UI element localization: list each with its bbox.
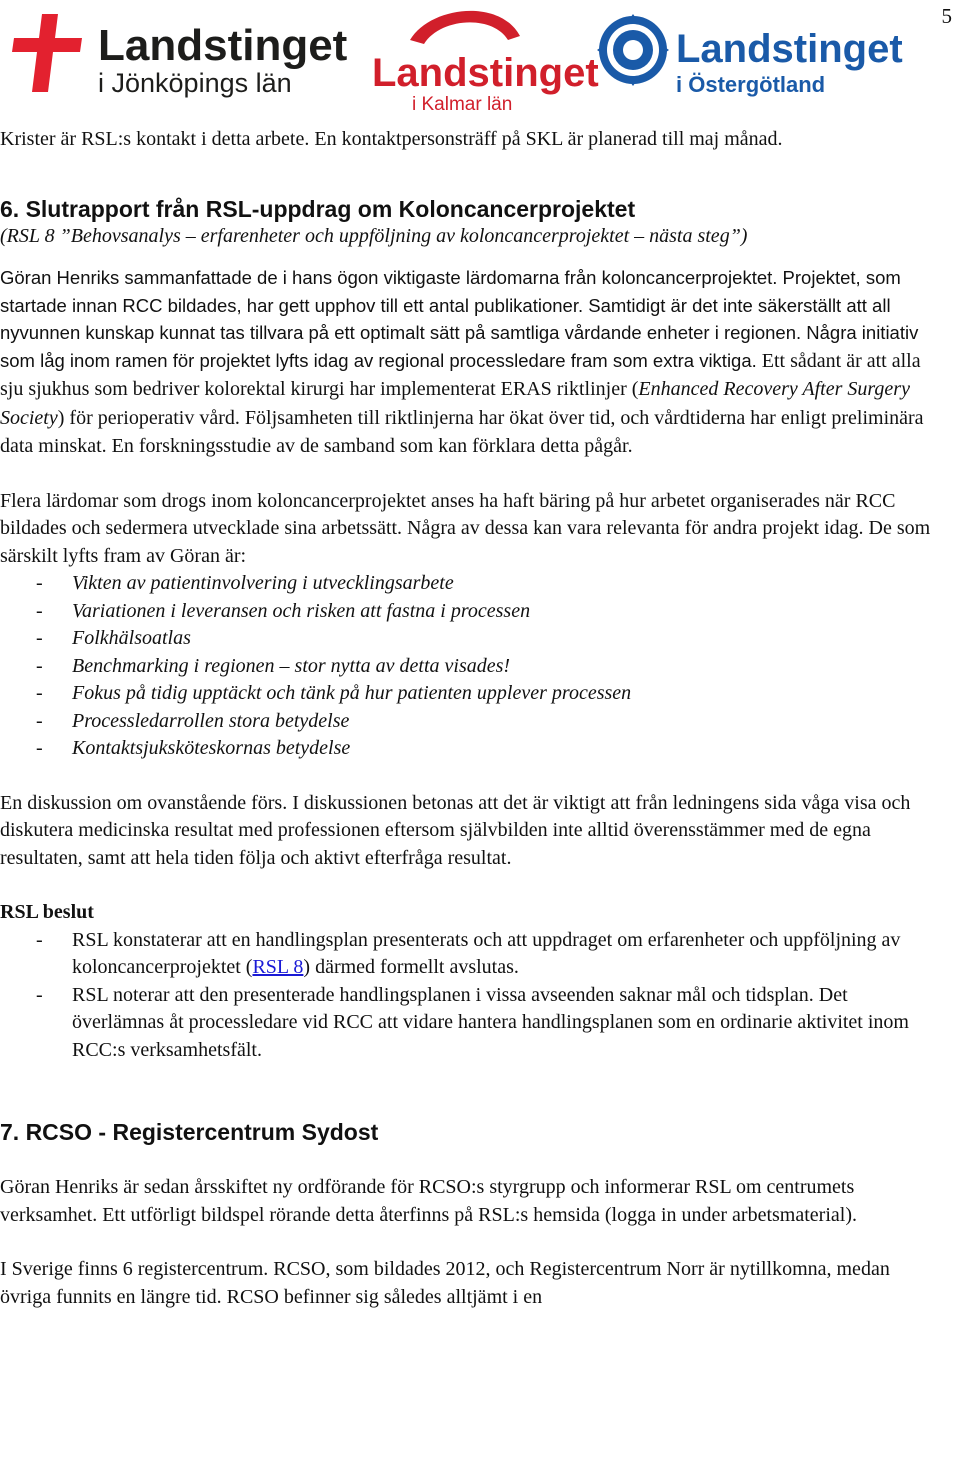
list-item: - Vikten av patientinvolvering i utvecklingsarbete: [36, 572, 454, 594]
section-6-heading: 6. Slutrapport från RSL-uppdrag om Koloncancerprojektet: [0, 195, 636, 222]
eras-full-name: Enhanced Recovery After Surgery Society: [0, 378, 910, 429]
section-6-paragraph-3: En diskussion om ovanstående förs. I diskussionen betonas att det är viktigt att från ledningens sida våga visa och diskutera medicinska resultat med professionen eftersom självbilden inte alltid överensstämmer med de egna resultaten, samt att hela tiden följa och aktivt efterfråga resultat.: [0, 791, 911, 869]
intro-paragraph: Krister är RSL:s kontakt i detta arbete. En kontaktpersonsträff på SKL är planerad till maj månad.: [0, 128, 783, 150]
logo-1-sub: i Jönköpings län: [98, 68, 292, 98]
p1-serif-text-end: ) för perioperativ vård. Följsamheten till riktlinjerna har ökat över tid, och vårdtiderna har enligt preliminära data minskat. En forskningsstudie av de samband som kan förklara detta pågår.: [0, 406, 924, 457]
section-7-paragraph-1: Göran Henriks är sedan årsskiftet ny ordförande för RCSO:s styrgrupp och informerar RSL om centrumets verksamhet. Ett utförligt bildspel rörande detta återfinns på RSL:s hemsida (logga in under arbetsmaterial).: [0, 1176, 857, 1226]
list-item: - Processledarrollen stora betydelse: [36, 709, 350, 732]
arch-icon: [410, 11, 520, 44]
list-item: - RSL noterar att den presenterade handlingsplanen i vissa avseenden saknar mål och tidsplan. Det överlämnas åt processledare vid RCC att vidare hantera handlingsplanen som en ordinarie aktivitet inom RCC:s verksamhetsfält.: [36, 983, 909, 1061]
section-7-paragraph-2: I Sverige finns 6 registercentrum. RCSO, som bildades 2012, och Registercentrum Norr är nytillkomna, medan övriga funnits en längre tid. RCSO befinner sig således alltjämt i en: [0, 1258, 890, 1308]
logo-3-name: Landstinget: [676, 27, 903, 71]
p1-serif-text: Ett sådant är att alla sju sjukhus som bedriver kolorektal kirurgi har implementerat ERAS riktlinjer (: [0, 349, 921, 400]
rsl8-link[interactable]: RSL 8: [252, 956, 304, 978]
list-item: - RSL konstaterar att en handlingsplan presenterats och att uppdraget om erfarenheter och uppföljning av koloncancerprojektet (RSL 8) därmed formellt avslutas.: [36, 928, 901, 978]
logo-2-name: Landstinget: [372, 51, 599, 95]
ostergotland-logo: [597, 14, 903, 97]
list-item: - Fokus på tidig upptäckt och tänk på hur patienten upplever processen: [36, 682, 632, 704]
list-item: - Kontaktsjuksköteskornas betydelse: [36, 737, 351, 759]
lessons-list: [0, 570, 944, 763]
logo-3-sub: i Östergötland: [676, 72, 826, 97]
decision-list: [0, 927, 944, 1065]
document-body: [0, 126, 944, 1311]
section-6-paragraph-1: [0, 264, 944, 461]
red-cross-icon: [12, 14, 82, 92]
list-item: - Benchmarking i regionen – stor nytta av detta visades!: [36, 654, 511, 677]
page-number: 5: [941, 4, 952, 28]
kalmar-logo: [372, 11, 599, 115]
jonkoping-logo: [12, 14, 348, 98]
section-6-paragraph-2: Flera lärdomar som drogs inom koloncancerprojektet anses ha haft bäring på hur arbetet organiserades när RCC bildades och sedermera utvecklade sina arbetssätt. Några av dessa kan vara relevanta för andra projekt idag. De som särskilt lyfts fram av Göran är:: [0, 489, 931, 567]
logo-2-sub: i Kalmar län: [412, 94, 513, 115]
list-item: - Folkhälsoatlas: [36, 627, 191, 649]
logo-header: [0, 0, 960, 116]
p1-sans-text: Göran Henriks sammanfattade de i hans ögon viktigaste lärdomarna från koloncancerprojektet. Projektet, som startade innan RCC bildades, har gett upphov till ett antal publikationer. Samtidigt är det inte säkerställt att all nyvunnen kunskap kunnat tas tillvara på ett optimalt sätt på samtliga vårdande enheter i regionen. Några initiativ som låg inom ramen för projektet lyfts idag av regional processledare fram som extra viktiga.: [0, 267, 919, 371]
decision-heading: RSL beslut: [0, 901, 94, 923]
logo-1-name: Landstinget: [98, 21, 348, 70]
gear-emblem-icon: [597, 14, 669, 86]
section-6-subtitle: (RSL 8 ”Behovsanalys – erfarenheter och uppföljning av koloncancerprojektet – nästa steg”): [0, 224, 748, 247]
list-item: - Variationen i leveransen och risken att fastna i processen: [36, 599, 531, 622]
section-7-heading: 7. RCSO - Registercentrum Sydost: [0, 1119, 379, 1145]
